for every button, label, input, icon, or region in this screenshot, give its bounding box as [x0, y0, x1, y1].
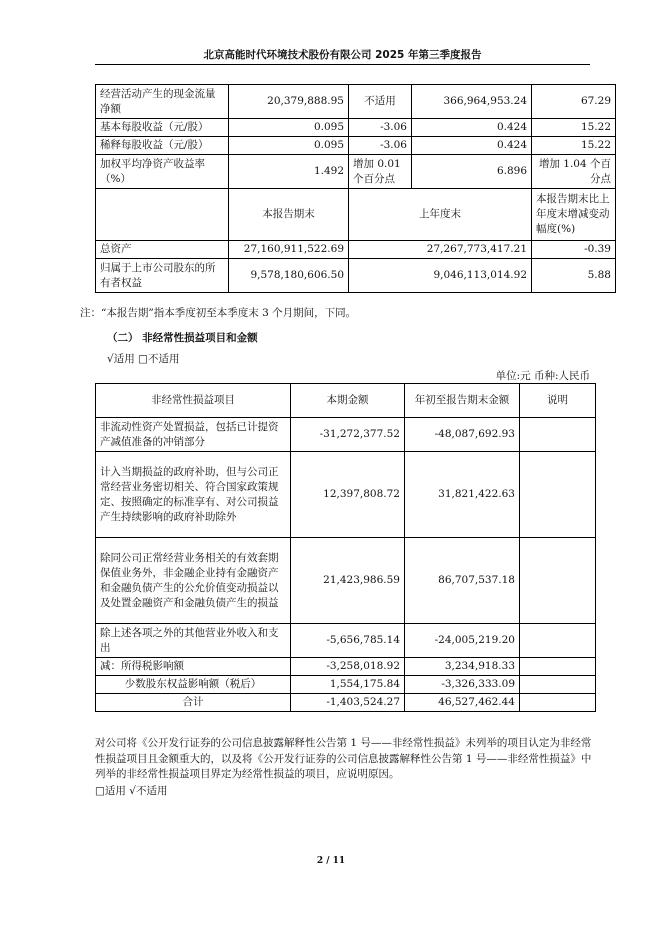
table-row — [96, 538, 596, 624]
row-label: 非流动性资产处置损益，包括已计提资产减值准备的冲销部分 — [96, 418, 291, 452]
column-header: 本期金额 — [291, 384, 405, 418]
cell-value: 不适用 — [349, 85, 412, 119]
table-row — [96, 85, 616, 119]
cell-value: 9,578,180,606.50 — [229, 259, 349, 293]
column-header: 本报告期末 — [229, 189, 349, 241]
cell-value: -3,258,018.92 — [291, 658, 405, 676]
row-label: 基本每股收益（元/股） — [96, 119, 229, 137]
table-row — [96, 418, 596, 452]
row-label: 总资产 — [96, 241, 229, 259]
applicability-checkbox: √适用 □不适用 — [107, 353, 180, 365]
cell-value — [520, 418, 596, 452]
cell-value: 20,379,888.95 — [229, 85, 349, 119]
cell-value: 86,707,537.18 — [405, 538, 520, 624]
column-header: 非经常性损益项目 — [96, 384, 291, 418]
report-header: 北京高能时代环境技术股份有限公司 2025 年第三季度报告 — [203, 49, 482, 61]
empty-cell — [96, 189, 229, 241]
cell-value: 27,267,773,417.21 — [349, 241, 532, 259]
applicability-checkbox: □适用 √不适用 — [95, 785, 168, 797]
column-header: 说明 — [520, 384, 596, 418]
cell-value: 1.492 — [229, 155, 349, 189]
cell-value: -3,326,333.09 — [405, 676, 520, 694]
key-financials-table — [95, 84, 616, 293]
cell-value: 15.22 — [532, 137, 616, 155]
cell-value: 0.424 — [412, 119, 532, 137]
column-header: 上年度末 — [349, 189, 532, 241]
cell-value: 366,964,953.24 — [412, 85, 532, 119]
cell-value: 5.88 — [532, 259, 616, 293]
cell-value: -48,087,692.93 — [405, 418, 520, 452]
cell-value: -3.06 — [349, 119, 412, 137]
cell-value: 0.424 — [412, 137, 532, 155]
cell-value: 27,160,911,522.69 — [229, 241, 349, 259]
cell-value: -5,656,785.14 — [291, 624, 405, 658]
table-row — [96, 155, 616, 189]
row-label: 经营活动产生的现金流量净额 — [96, 85, 229, 119]
cell-value: 67.29 — [532, 85, 616, 119]
cell-value: -1,403,524.27 — [291, 694, 405, 712]
cell-value: 9,046,113,014.92 — [349, 259, 532, 293]
non-recurring-gains-table — [95, 383, 596, 712]
table-subheader-row — [96, 189, 616, 241]
table-row — [96, 137, 616, 155]
cell-value — [520, 452, 596, 538]
table-row — [96, 676, 596, 694]
table-row — [96, 259, 616, 293]
cell-value: 0.095 — [229, 119, 349, 137]
cell-value: -31,272,377.52 — [291, 418, 405, 452]
cell-value: 12,397,808.72 — [291, 452, 405, 538]
column-header: 本报告期末比上年度末增减变动幅度(%) — [532, 189, 616, 241]
header-rule — [95, 64, 590, 65]
cell-value: 3,234,918.33 — [405, 658, 520, 676]
row-label: 减：所得税影响额 — [96, 658, 291, 676]
cell-value: 21,423,986.59 — [291, 538, 405, 624]
cell-value: 6.896 — [412, 155, 532, 189]
cell-value: 1,554,175.84 — [291, 676, 405, 694]
table-row — [96, 624, 596, 658]
row-label: 除同公司正常经营业务相关的有效套期保值业务外，非金融企业持有金融资产和金融负债产生的公允价值变动损益以及处置金融资产和金融负债产生的损益 — [96, 538, 291, 624]
page-number: 2 / 11 — [316, 856, 346, 866]
unit-label: 单位:元 币种:人民币 — [495, 370, 590, 382]
explanation-paragraph: 对公司将《公开发行证券的公司信息披露解释性公告第 1 号——非经常性损益》未列举的项目认定为非经常性损益项目且金额重大的，以及将《公开发行证券的公司信息披露解释性公告第 1 号——非经常性损益》中列举的非经常性损益项目界定为经常性损益的项目，应说明原因。 — [95, 737, 592, 780]
row-label: 少数股东权益影响额（税后） — [96, 676, 291, 694]
cell-value: 15.22 — [532, 119, 616, 137]
row-label: 计入当期损益的政府补助，但与公司正常经营业务密切相关、符合国家政策规定、按照确定的标准享有、对公司损益产生持续影响的政府补助除外 — [96, 452, 291, 538]
cell-value — [520, 624, 596, 658]
cell-value: 增加 1.04 个百分点 — [532, 155, 616, 189]
cell-value — [520, 694, 596, 712]
table-note: 注：“本报告期”指本季度初至本季度末 3 个月期间，下同。 — [80, 307, 357, 319]
cell-value — [520, 676, 596, 694]
table-row — [96, 658, 596, 676]
cell-value — [520, 658, 596, 676]
cell-value: 31,821,422.63 — [405, 452, 520, 538]
table-total-row — [96, 694, 596, 712]
row-label: 合计 — [96, 694, 291, 712]
cell-value: -24,005,219.20 — [405, 624, 520, 658]
column-header: 年初至报告期末金额 — [405, 384, 520, 418]
row-label: 除上述各项之外的其他营业外收入和支出 — [96, 624, 291, 658]
cell-value: -0.39 — [532, 241, 616, 259]
row-label: 归属于上市公司股东的所有者权益 — [96, 259, 229, 293]
table-row — [96, 119, 616, 137]
row-label: 稀释每股收益（元/股） — [96, 137, 229, 155]
cell-value: 0.095 — [229, 137, 349, 155]
table-row — [96, 241, 616, 259]
table-header-row — [96, 384, 596, 418]
cell-value — [520, 538, 596, 624]
row-label: 加权平均净资产收益率（%） — [96, 155, 229, 189]
section-title: （二） 非经常性损益项目和金额 — [107, 332, 258, 344]
cell-value: 增加 0.01 个百分点 — [349, 155, 412, 189]
cell-value: 46,527,462.44 — [405, 694, 520, 712]
table-row — [96, 452, 596, 538]
cell-value: -3.06 — [349, 137, 412, 155]
